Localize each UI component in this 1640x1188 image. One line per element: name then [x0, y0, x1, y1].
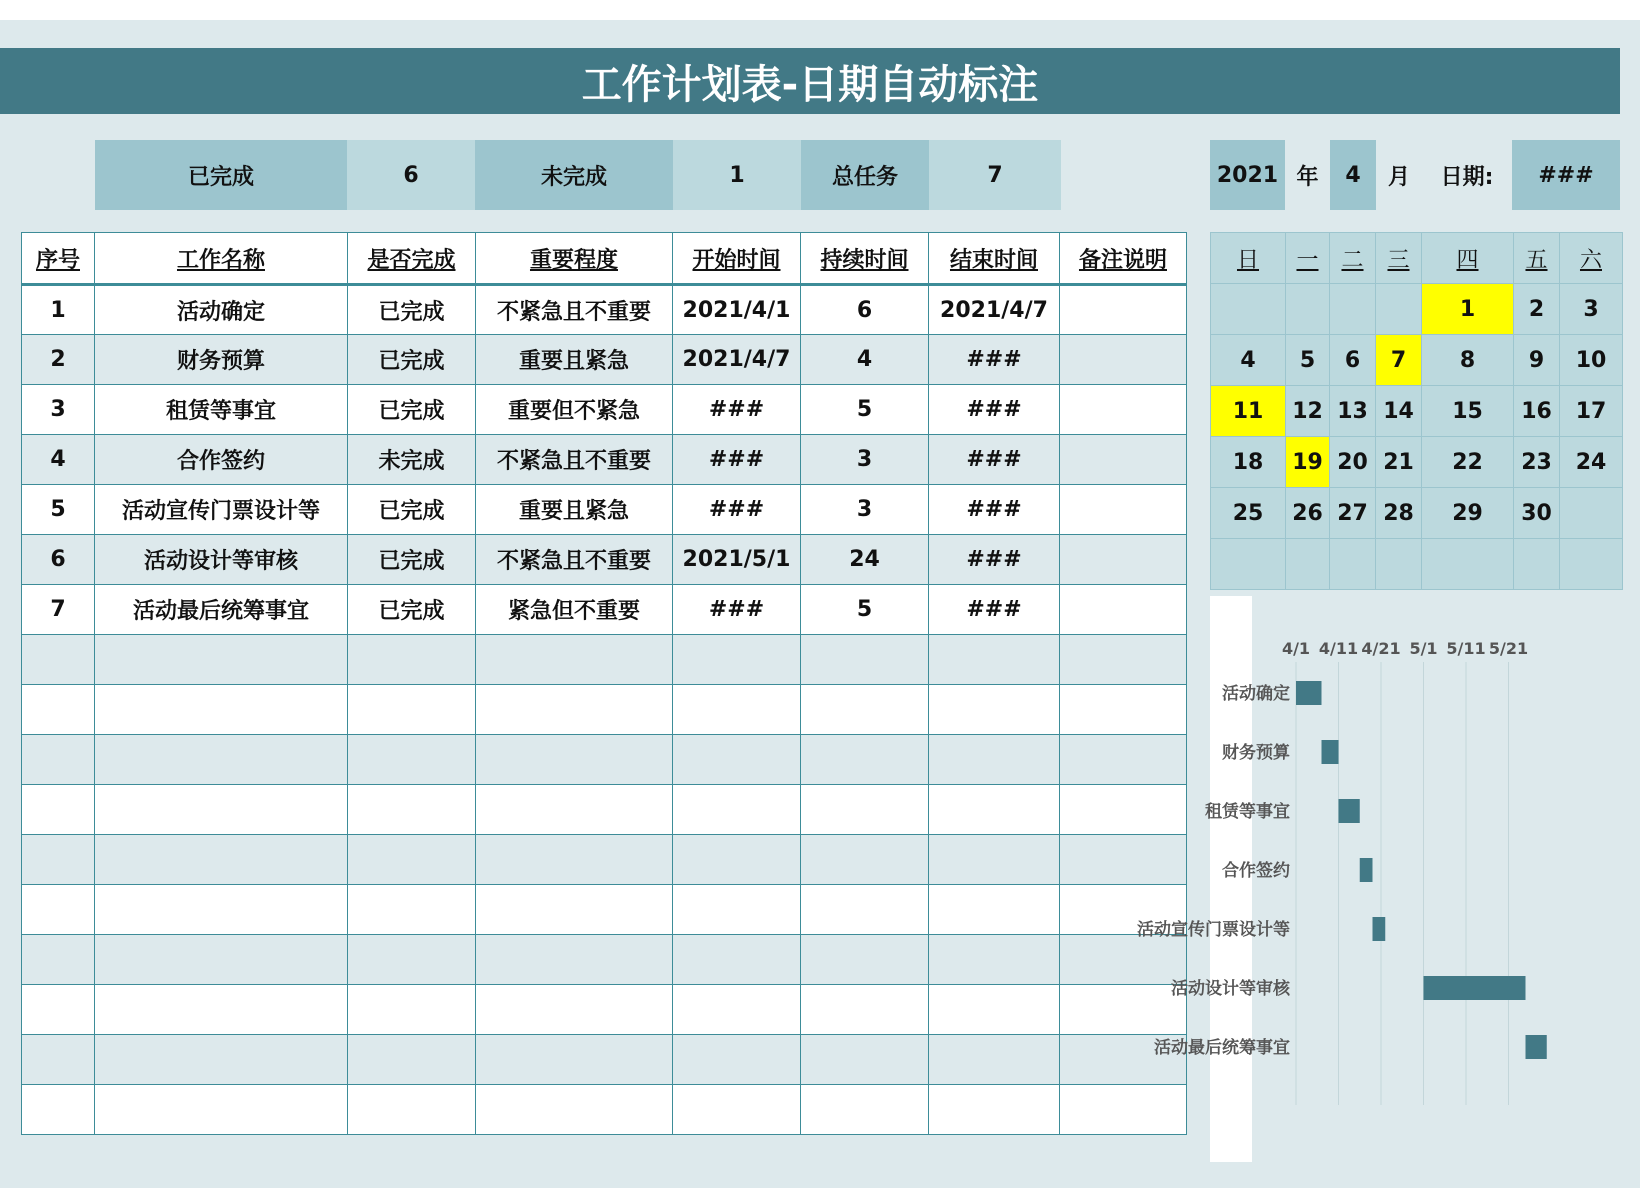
gantt-task-label: 活动确定 — [1222, 684, 1290, 704]
table-cell[interactable] — [929, 685, 1060, 735]
table-cell[interactable] — [476, 835, 673, 885]
table-cell[interactable] — [95, 1085, 348, 1135]
calendar-day[interactable] — [1330, 284, 1376, 335]
table-cell[interactable]: ### — [929, 335, 1060, 385]
table-cell[interactable]: 2021/4/7 — [929, 285, 1060, 335]
table-cell[interactable] — [673, 985, 801, 1035]
page-title: 工作计划表-日期自动标注 — [0, 48, 1620, 114]
gantt-x-tick-label: 4/11 — [1318, 639, 1359, 658]
table-cell[interactable] — [801, 685, 929, 735]
table-cell[interactable] — [929, 885, 1060, 935]
calendar-day[interactable]: 17 — [1560, 386, 1623, 437]
calendar-day[interactable]: 28 — [1376, 488, 1422, 539]
table-cell[interactable] — [476, 785, 673, 835]
gantt-bar — [1373, 917, 1386, 941]
table-cell[interactable] — [95, 735, 348, 785]
table-cell[interactable]: 5 — [801, 385, 929, 435]
table-cell[interactable] — [673, 885, 801, 935]
calendar-day[interactable]: 14 — [1376, 386, 1422, 437]
table-row — [22, 935, 1187, 985]
table-cell[interactable] — [95, 685, 348, 735]
gantt-x-tick-label: 5/1 — [1409, 639, 1438, 658]
gantt-task-label: 财务预算 — [1222, 743, 1290, 763]
date-value[interactable]: ### — [1512, 140, 1620, 210]
weekday-label: 日 — [1211, 233, 1286, 284]
table-cell[interactable] — [95, 1035, 348, 1085]
calendar-day[interactable] — [1286, 539, 1330, 590]
gantt-task-label: 活动宣传门票设计等 — [1137, 920, 1290, 940]
calendar-day[interactable]: 30 — [1514, 488, 1560, 539]
calendar-day[interactable] — [1376, 284, 1422, 335]
table-cell[interactable]: 不紧急且不重要 — [476, 535, 673, 585]
gantt-chart — [1137, 639, 1620, 1110]
column-header[interactable]: 序号 — [22, 233, 95, 285]
done-value[interactable]: 6 — [347, 140, 475, 210]
calendar-day[interactable]: 4 — [1211, 335, 1286, 386]
column-header[interactable]: 结束时间 — [929, 233, 1060, 285]
weekday-label: 四 — [1422, 233, 1514, 284]
undone-label: 未完成 — [475, 140, 673, 210]
calendar-week-row — [1211, 386, 1623, 437]
table-cell[interactable] — [476, 1085, 673, 1135]
table-row — [22, 485, 1187, 535]
gantt-task-label: 活动最后统筹事宜 — [1154, 1038, 1290, 1058]
calendar-day[interactable] — [1560, 488, 1623, 539]
table-cell[interactable] — [22, 1085, 95, 1135]
gantt-x-tick-label: 5/21 — [1488, 639, 1529, 658]
table-cell[interactable]: ### — [673, 585, 801, 635]
table-cell[interactable] — [929, 835, 1060, 885]
table-cell[interactable] — [476, 735, 673, 785]
table-cell[interactable] — [95, 785, 348, 835]
table-cell[interactable]: 2 — [22, 335, 95, 385]
table-cell[interactable] — [1060, 285, 1187, 335]
calendar-day[interactable] — [1330, 539, 1376, 590]
gantt-bar — [1339, 799, 1360, 823]
table-cell[interactable] — [22, 935, 95, 985]
calendar-week-row — [1211, 488, 1623, 539]
calendar-week-row — [1211, 335, 1623, 386]
table-cell[interactable] — [1060, 735, 1187, 785]
weekday-label: 六 — [1560, 233, 1623, 284]
calendar-day[interactable]: 21 — [1376, 437, 1422, 488]
table-cell[interactable]: ### — [929, 485, 1060, 535]
table-cell[interactable] — [348, 835, 476, 885]
gantt-task-label: 合作签约 — [1222, 861, 1290, 881]
table-cell[interactable] — [476, 885, 673, 935]
calendar-day[interactable]: 24 — [1560, 437, 1623, 488]
table-cell[interactable]: 已完成 — [348, 385, 476, 435]
year-input[interactable]: 2021 — [1210, 140, 1285, 210]
table-cell[interactable] — [1060, 485, 1187, 535]
calendar-day[interactable]: 23 — [1514, 437, 1560, 488]
table-row — [22, 335, 1187, 385]
table-cell[interactable] — [476, 985, 673, 1035]
table-cell[interactable]: 已完成 — [348, 535, 476, 585]
table-cell[interactable]: 3 — [801, 435, 929, 485]
gantt-bar — [1424, 976, 1526, 1000]
month-label: 月 — [1387, 164, 1410, 190]
column-header[interactable]: 是否完成 — [348, 233, 476, 285]
table-cell[interactable] — [801, 885, 929, 935]
month-input[interactable]: 4 — [1330, 140, 1376, 210]
calendar-day[interactable]: 27 — [1330, 488, 1376, 539]
table-cell[interactable]: ### — [673, 385, 801, 435]
table-cell[interactable] — [801, 785, 929, 835]
table-cell[interactable]: 6 — [801, 285, 929, 335]
calendar-day[interactable]: 16 — [1514, 386, 1560, 437]
table-cell[interactable] — [95, 835, 348, 885]
calendar-week-row — [1211, 284, 1623, 335]
table-cell[interactable]: 租赁等事宜 — [95, 385, 348, 435]
gantt-x-tick-label: 4/21 — [1361, 639, 1401, 658]
table-cell[interactable] — [801, 635, 929, 685]
table-cell[interactable]: 紧急但不重要 — [476, 585, 673, 635]
calendar-week-row — [1211, 437, 1623, 488]
table-cell[interactable] — [1060, 635, 1187, 685]
table-cell[interactable]: ### — [929, 585, 1060, 635]
table-cell[interactable]: 活动最后统筹事宜 — [95, 585, 348, 635]
table-cell[interactable] — [348, 1085, 476, 1135]
calendar-day[interactable]: 5 — [1286, 335, 1330, 386]
gantt-x-tick-label: 4/1 — [1281, 639, 1311, 658]
table-cell[interactable] — [673, 735, 801, 785]
table-cell[interactable] — [348, 935, 476, 985]
table-cell[interactable] — [1060, 435, 1187, 485]
table-cell[interactable]: 活动设计等审核 — [95, 535, 348, 585]
table-cell[interactable] — [348, 685, 476, 735]
gantt-bar — [1322, 740, 1339, 764]
table-cell[interactable] — [673, 1035, 801, 1085]
task-table — [21, 232, 1187, 1135]
table-row — [22, 385, 1187, 435]
table-cell[interactable] — [348, 985, 476, 1035]
table-cell[interactable] — [1060, 835, 1187, 885]
table-cell[interactable] — [22, 785, 95, 835]
table-row — [22, 785, 1187, 835]
calendar-day[interactable] — [1422, 539, 1514, 590]
table-cell[interactable] — [673, 785, 801, 835]
table-row — [22, 285, 1187, 335]
table-cell[interactable]: 重要且紧急 — [476, 485, 673, 535]
gantt-bar — [1526, 1035, 1547, 1059]
table-cell[interactable] — [476, 685, 673, 735]
column-header[interactable]: 重要程度 — [476, 233, 673, 285]
gantt-bar — [1360, 858, 1373, 882]
calendar-day[interactable]: 11 — [1211, 386, 1286, 437]
table-cell[interactable] — [348, 635, 476, 685]
table-cell[interactable]: 4 — [801, 335, 929, 385]
table-cell[interactable]: 已完成 — [348, 485, 476, 535]
done-label: 已完成 — [95, 140, 347, 210]
calendar — [1210, 232, 1623, 590]
table-cell[interactable] — [476, 935, 673, 985]
table-cell[interactable]: 2021/4/1 — [673, 285, 801, 335]
table-cell[interactable] — [348, 735, 476, 785]
table-cell[interactable]: 2021/5/1 — [673, 535, 801, 585]
year-label: 年 — [1296, 164, 1319, 190]
calendar-day[interactable] — [1560, 539, 1623, 590]
table-row — [22, 985, 1187, 1035]
calendar-day[interactable]: 7 — [1376, 335, 1422, 386]
calendar-day[interactable] — [1211, 284, 1286, 335]
table-cell[interactable] — [22, 835, 95, 885]
calendar-day[interactable]: 19 — [1286, 437, 1330, 488]
calendar-day[interactable]: 8 — [1422, 335, 1514, 386]
table-row — [22, 735, 1187, 785]
table-cell[interactable]: 5 — [22, 485, 95, 535]
table-cell[interactable]: ### — [673, 485, 801, 535]
total-label: 总任务 — [801, 140, 929, 210]
calendar-day[interactable]: 18 — [1211, 437, 1286, 488]
calendar-day[interactable] — [1376, 539, 1422, 590]
table-cell[interactable]: 3 — [801, 485, 929, 535]
table-cell[interactable] — [22, 1035, 95, 1085]
table-cell[interactable] — [95, 635, 348, 685]
column-header[interactable]: 开始时间 — [673, 233, 801, 285]
table-cell[interactable] — [1060, 985, 1187, 1035]
calendar-day[interactable]: 20 — [1330, 437, 1376, 488]
table-cell[interactable] — [95, 885, 348, 935]
table-row — [22, 885, 1187, 935]
calendar-day[interactable]: 29 — [1422, 488, 1514, 539]
table-row — [22, 1035, 1187, 1085]
calendar-weekday-row — [1211, 233, 1623, 284]
table-cell[interactable] — [801, 1085, 929, 1135]
date-label: 日期: — [1440, 164, 1494, 190]
table-cell[interactable] — [673, 935, 801, 985]
calendar-day[interactable]: 2 — [1514, 284, 1560, 335]
table-row — [22, 685, 1187, 735]
gantt-bar — [1296, 681, 1322, 705]
table-cell[interactable] — [929, 735, 1060, 785]
calendar-week-row — [1211, 539, 1623, 590]
table-row — [22, 535, 1187, 585]
gantt-task-label: 租赁等事宜 — [1205, 802, 1290, 822]
table-cell[interactable]: 财务预算 — [95, 335, 348, 385]
table-cell[interactable] — [1060, 585, 1187, 635]
table-cell[interactable] — [22, 685, 95, 735]
table-cell[interactable] — [801, 985, 929, 1035]
table-cell[interactable]: 活动宣传门票设计等 — [95, 485, 348, 535]
table-cell[interactable]: 已完成 — [348, 335, 476, 385]
table-row — [22, 1085, 1187, 1135]
table-cell[interactable]: ### — [929, 435, 1060, 485]
table-cell[interactable] — [476, 635, 673, 685]
table-cell[interactable] — [929, 985, 1060, 1035]
table-cell[interactable] — [801, 835, 929, 885]
calendar-day[interactable]: 9 — [1514, 335, 1560, 386]
calendar-day[interactable]: 22 — [1422, 437, 1514, 488]
calendar-day[interactable]: 6 — [1330, 335, 1376, 386]
table-cell[interactable] — [801, 935, 929, 985]
table-cell[interactable] — [22, 985, 95, 1035]
table-cell[interactable] — [1060, 1085, 1187, 1135]
table-cell[interactable] — [1060, 535, 1187, 585]
column-header[interactable]: 持续时间 — [801, 233, 929, 285]
table-cell[interactable] — [673, 685, 801, 735]
calendar-day[interactable]: 25 — [1211, 488, 1286, 539]
table-row — [22, 585, 1187, 635]
table-cell[interactable] — [929, 785, 1060, 835]
calendar-day[interactable] — [1514, 539, 1560, 590]
weekday-label: 五 — [1514, 233, 1560, 284]
table-header-row — [22, 233, 1187, 285]
total-value[interactable]: 7 — [929, 140, 1061, 210]
table-cell[interactable] — [22, 735, 95, 785]
table-cell[interactable]: 7 — [22, 585, 95, 635]
calendar-day[interactable]: 12 — [1286, 386, 1330, 437]
table-cell[interactable]: 已完成 — [348, 585, 476, 635]
table-cell[interactable]: 活动确定 — [95, 285, 348, 335]
table-cell[interactable] — [801, 1035, 929, 1085]
weekday-label: 三 — [1376, 233, 1422, 284]
table-cell[interactable] — [348, 1035, 476, 1085]
table-cell[interactable] — [929, 635, 1060, 685]
gantt-task-label: 活动设计等审核 — [1171, 979, 1290, 999]
table-cell[interactable] — [348, 785, 476, 835]
table-row — [22, 635, 1187, 685]
calendar-day[interactable]: 3 — [1560, 284, 1623, 335]
weekday-label: 一 — [1286, 233, 1330, 284]
table-cell[interactable] — [929, 1085, 1060, 1135]
calendar-day[interactable]: 15 — [1422, 386, 1514, 437]
table-cell[interactable] — [95, 935, 348, 985]
table-cell[interactable]: 不紧急且不重要 — [476, 435, 673, 485]
table-cell[interactable] — [22, 885, 95, 935]
table-cell[interactable]: 已完成 — [348, 285, 476, 335]
table-cell[interactable]: 5 — [801, 585, 929, 635]
table-row — [22, 435, 1187, 485]
table-cell[interactable]: ### — [929, 535, 1060, 585]
calendar-day[interactable] — [1286, 284, 1330, 335]
table-cell[interactable] — [348, 885, 476, 935]
table-cell[interactable]: 重要且紧急 — [476, 335, 673, 385]
undone-value[interactable]: 1 — [673, 140, 801, 210]
weekday-label: 二 — [1330, 233, 1376, 284]
table-cell[interactable]: 合作签约 — [95, 435, 348, 485]
table-cell[interactable]: 1 — [22, 285, 95, 335]
calendar-day[interactable]: 13 — [1330, 386, 1376, 437]
table-cell[interactable] — [929, 935, 1060, 985]
table-cell[interactable] — [929, 1035, 1060, 1085]
table-cell[interactable] — [673, 835, 801, 885]
table-cell[interactable]: 未完成 — [348, 435, 476, 485]
table-cell[interactable] — [1060, 785, 1187, 835]
table-cell[interactable]: 6 — [22, 535, 95, 585]
table-cell[interactable]: 3 — [22, 385, 95, 435]
table-cell[interactable]: 重要但不紧急 — [476, 385, 673, 435]
table-cell[interactable] — [673, 1085, 801, 1135]
table-cell[interactable]: 不紧急且不重要 — [476, 285, 673, 335]
calendar-day[interactable]: 1 — [1422, 284, 1514, 335]
table-cell[interactable]: ### — [929, 385, 1060, 435]
table-cell[interactable] — [1060, 335, 1187, 385]
table-cell[interactable] — [95, 985, 348, 1035]
table-cell[interactable] — [1060, 935, 1187, 985]
table-cell[interactable] — [1060, 685, 1187, 735]
table-cell[interactable] — [673, 635, 801, 685]
table-cell[interactable] — [476, 1035, 673, 1085]
calendar-day[interactable] — [1211, 539, 1286, 590]
table-cell[interactable]: 4 — [22, 435, 95, 485]
column-header[interactable]: 工作名称 — [95, 233, 348, 285]
gantt-x-tick-label: 5/11 — [1446, 639, 1486, 658]
table-cell[interactable]: ### — [673, 435, 801, 485]
table-cell[interactable] — [801, 735, 929, 785]
calendar-day[interactable]: 10 — [1560, 335, 1623, 386]
calendar-day[interactable]: 26 — [1286, 488, 1330, 539]
table-cell[interactable]: 24 — [801, 535, 929, 585]
table-cell[interactable]: 2021/4/7 — [673, 335, 801, 385]
column-header[interactable]: 备注说明 — [1060, 233, 1187, 285]
table-cell[interactable] — [22, 635, 95, 685]
table-row — [22, 835, 1187, 885]
table-cell[interactable] — [1060, 385, 1187, 435]
